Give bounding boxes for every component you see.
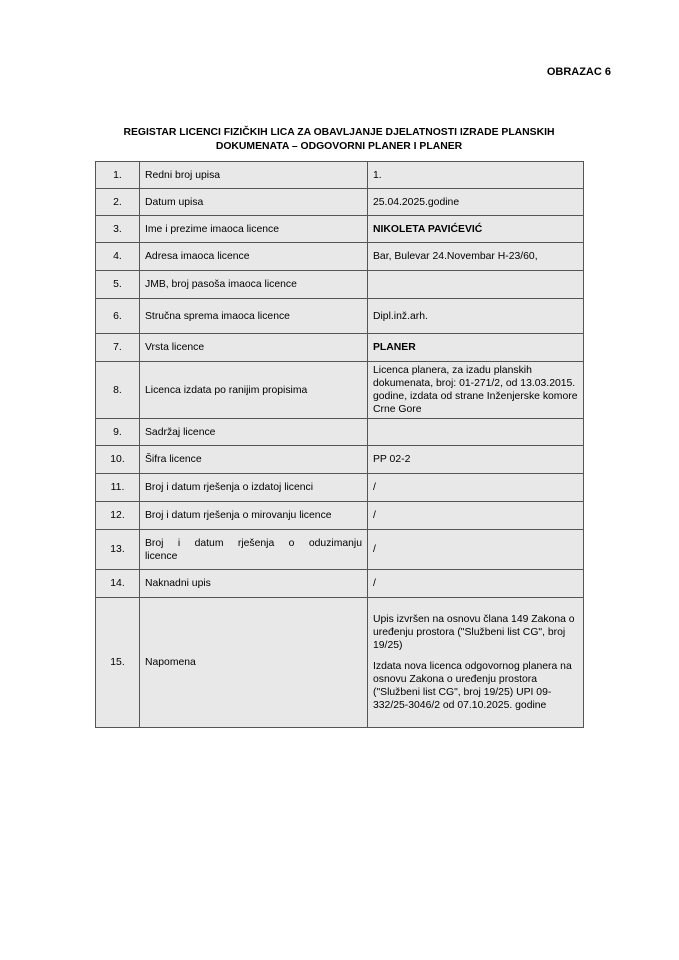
- row-value: 1.: [368, 162, 584, 189]
- row-number: 15.: [96, 598, 140, 728]
- row-number: 14.: [96, 570, 140, 598]
- row-value: PP 02-2: [368, 446, 584, 474]
- table-row: [96, 299, 584, 334]
- row-value: Bar, Bulevar 24.Novembar H-23/60,: [368, 243, 584, 271]
- row-number: 9.: [96, 419, 140, 446]
- table-row: [96, 502, 584, 530]
- row-value: Dipl.inž.arh.: [368, 299, 584, 334]
- note-paragraph-1: Upis izvršen na osnovu člana 149 Zakona o uređenju prostora ("Službeni list CG", broj 19/25): [373, 614, 575, 651]
- row-label: Šifra licence: [140, 446, 368, 474]
- row-number: 13.: [96, 530, 140, 570]
- register-table: [95, 161, 584, 728]
- table-row: [96, 216, 584, 243]
- table-row: [96, 334, 584, 362]
- row-value: /: [368, 570, 584, 598]
- table-row: [96, 189, 584, 216]
- row-value: Licenca planera, za izadu planskih dokumenata, broj: 01-271/2, od 13.03.2015. godine, izdata od strane Inženjerske komore Crne Gore: [368, 362, 584, 419]
- row-value: NIKOLETA PAVIĆEVIĆ: [368, 216, 584, 243]
- table-row: [96, 530, 584, 570]
- row-label: Broj i datum rješenja o mirovanju licence: [140, 502, 368, 530]
- row-label-line-1: Broj i datum rješenja o oduzimanju: [145, 537, 362, 549]
- document-title: [95, 126, 583, 154]
- table-row: [96, 598, 584, 728]
- row-number: 11.: [96, 474, 140, 502]
- document-title-line-2: DOKUMENATA – ODGOVORNI PLANER I PLANER: [215, 141, 463, 152]
- row-label: Sadržaj licence: [140, 419, 368, 446]
- table-row: [96, 243, 584, 271]
- document-title-line-1: REGISTAR LICENCI FIZIČKIH LICA ZA OBAVLJANJE DJELATNOSTI IZRADE PLANSKIH: [123, 127, 555, 138]
- row-value: [368, 271, 584, 299]
- row-number: 6.: [96, 299, 140, 334]
- row-label: Ime i prezime imaoca licence: [140, 216, 368, 243]
- table-row: [96, 446, 584, 474]
- row-label: Vrsta licence: [140, 334, 368, 362]
- row-number: 4.: [96, 243, 140, 271]
- row-label: Naknadni upis: [140, 570, 368, 598]
- row-label: Stručna sprema imaoca licence: [140, 299, 368, 334]
- table-row: [96, 162, 584, 189]
- row-number: 5.: [96, 271, 140, 299]
- table-row: [96, 271, 584, 299]
- form-label: OBRAZAC 6: [546, 66, 611, 78]
- table-row: [96, 419, 584, 446]
- row-label: Napomena: [140, 598, 368, 728]
- table-row: [96, 362, 584, 419]
- row-value: [368, 598, 584, 728]
- row-number: 7.: [96, 334, 140, 362]
- row-number: 1.: [96, 162, 140, 189]
- row-value: /: [368, 502, 584, 530]
- row-label: JMB, broj pasoša imaoca licence: [140, 271, 368, 299]
- row-label: Licenca izdata po ranijim propisima: [140, 362, 368, 419]
- note-paragraph-2: Izdata nova licenca odgovornog planera na osnovu Zakona o uređenju prostora ("Službeni list CG", broj 19/25) UPI 09-332/25-3046/2 od 07.10.2025. godine: [373, 661, 572, 711]
- row-label: Datum upisa: [140, 189, 368, 216]
- row-value: /: [368, 474, 584, 502]
- row-number: 2.: [96, 189, 140, 216]
- row-value: /: [368, 530, 584, 570]
- row-value: PLANER: [368, 334, 584, 362]
- row-label: Adresa imaoca licence: [140, 243, 368, 271]
- row-number: 12.: [96, 502, 140, 530]
- row-value: [368, 419, 584, 446]
- row-label: Redni broj upisa: [140, 162, 368, 189]
- table-row: [96, 474, 584, 502]
- row-number: 10.: [96, 446, 140, 474]
- row-number: 8.: [96, 362, 140, 419]
- row-label-line-2: licence: [145, 550, 178, 562]
- row-value: 25.04.2025.godine: [368, 189, 584, 216]
- row-label: [140, 530, 368, 570]
- table-row: [96, 570, 584, 598]
- row-number: 3.: [96, 216, 140, 243]
- row-label: Broj i datum rješenja o izdatoj licenci: [140, 474, 368, 502]
